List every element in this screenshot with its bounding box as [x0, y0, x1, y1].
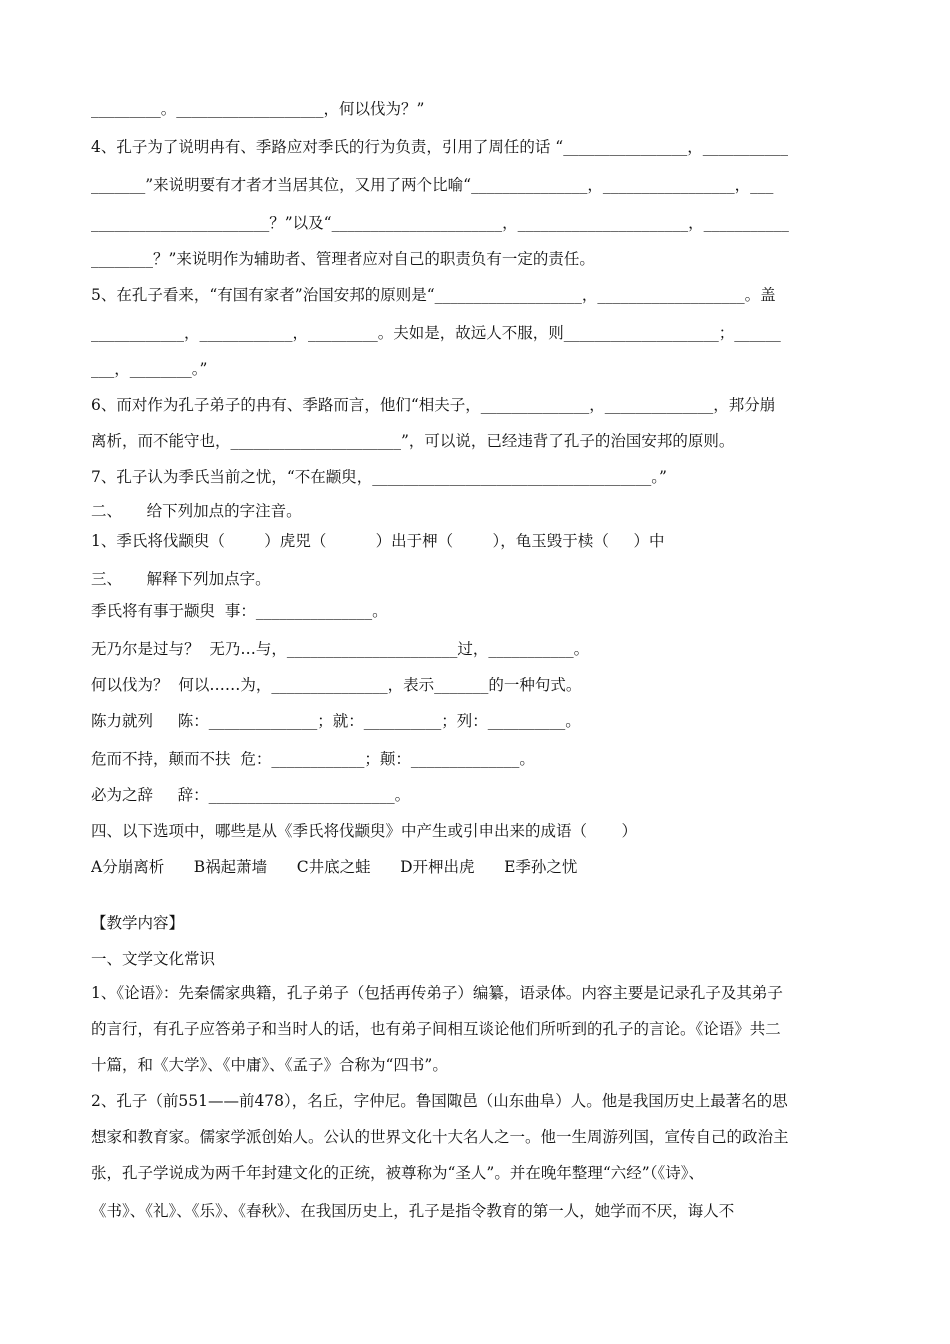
paragraph-line: 1、《论语》：先秦儒家典籍，孔子弟子（包括再传弟子）编纂，语录体。内容主要是记录孔子及其弟子 [91, 984, 783, 1002]
section-2-item: 1、季氏将伐颛臾（ ）虎兕（ ）出于柙（ ），龟玉毁于椟（ ）中 [91, 532, 665, 550]
explain-item: 陈力就列 陈：______________；就：__________；列：__________。 [91, 712, 581, 730]
fill-line: 4、孔子为了说明冉有、季路应对季氏的行为负责，引用了周任的话 “________________，___________ [91, 138, 788, 156]
fill-line: ____________，____________，_________。夫如是，故远人不服，则____________________；______ [91, 324, 781, 342]
fill-line: 5、在孔子看来，“有国有家者”治国安邦的原则是“___________________，___________________。盖 [91, 286, 776, 304]
paragraph-line: 《书》、《礼》、《乐》、《春秋》、在我国历史上，孔子是指令教育的第一人，她学而不厌，诲人不 [91, 1202, 735, 1220]
fill-line: 离析，而不能守也，______________________”，可以说，已经违背了孔子的治国安邦的原则。 [91, 432, 735, 450]
section-4-title: 四、以下选项中，哪些是从《季氏将伐颛臾》中产生或引申出来的成语（ ） [91, 822, 637, 840]
teaching-subheading: 一、文学文化常识 [91, 950, 216, 968]
dotted-char: 柙 [422, 532, 438, 550]
section-3-title: 三、 解释下列加点字。 [91, 570, 271, 588]
dotted-char: 颛臾 [178, 532, 210, 550]
explain-item: 必为之辞 辞：________________________。 [91, 786, 411, 804]
fill-line: _________。___________________，何以伐为？” [91, 100, 425, 118]
fill-line: ________？”来说明作为辅助者、管理者应对自己的职责负有一定的责任。 [91, 250, 595, 268]
paragraph-line: 想家和教育家。儒家学派创始人。公认的世界文化十大名人之一。他一生周游列国，宣传自己的政治主 [91, 1128, 789, 1146]
explain-item: 何以伐为？ 何以……为，_______________，表示_______的一种句式。 [91, 676, 582, 694]
paragraph-line: 张，孔子学说成为两千年封建文化的正统，被尊称为“圣人”。并在晚年整理“六经”（《诗》、 [91, 1164, 704, 1182]
teaching-heading: 【教学内容】 [91, 914, 185, 932]
fill-line: 6、而对作为孔子弟子的冉有、季路而言，他们“相夫子，______________，______________，邦分崩 [91, 396, 776, 414]
dotted-char: 兕 [295, 532, 311, 550]
fill-line: _______________________？”以及“______________________，______________________，___________ [91, 214, 789, 232]
paragraph-line: 的言行，有孔子应答弟子和当时人的话，也有弟子间相互谈论他们所听到的孔子的言论。《论语》共二 [91, 1020, 781, 1038]
paragraph-line: 2、孔子（前551——前478），名丘，字仲尼。鲁国陬邑（山东曲阜）人。他是我国历史上最著名的思 [91, 1092, 788, 1110]
dotted-char: 椟 [577, 532, 594, 550]
section-2-title: 二、 给下列加点的字注音。 [91, 502, 302, 520]
paragraph-line: 十篇，和《大学》、《中庸》、《孟子》合称为“四书”。 [91, 1056, 448, 1074]
section-4-options: A分崩离析 B祸起萧墙 C井底之蛙 D开柙出虎 E季孙之忧 [91, 858, 578, 876]
fill-line: 7、孔子认为季氏当前之忧，“不在颛臾，____________________________________。” [91, 468, 667, 486]
explain-item: 无乃尔是过与？ 无乃…与，______________________过，___________。 [91, 640, 590, 658]
fill-line: ___，________。” [91, 360, 208, 378]
fill-line: _______”来说明要有才者才当居其位，又用了两个比喻“_______________，_________________，___ [91, 176, 774, 194]
explain-item: 季氏将有事于颛臾 事：_______________。 [91, 602, 388, 620]
explain-item: 危而不持，颠而不扶 危：____________；颠：______________。 [91, 750, 535, 768]
